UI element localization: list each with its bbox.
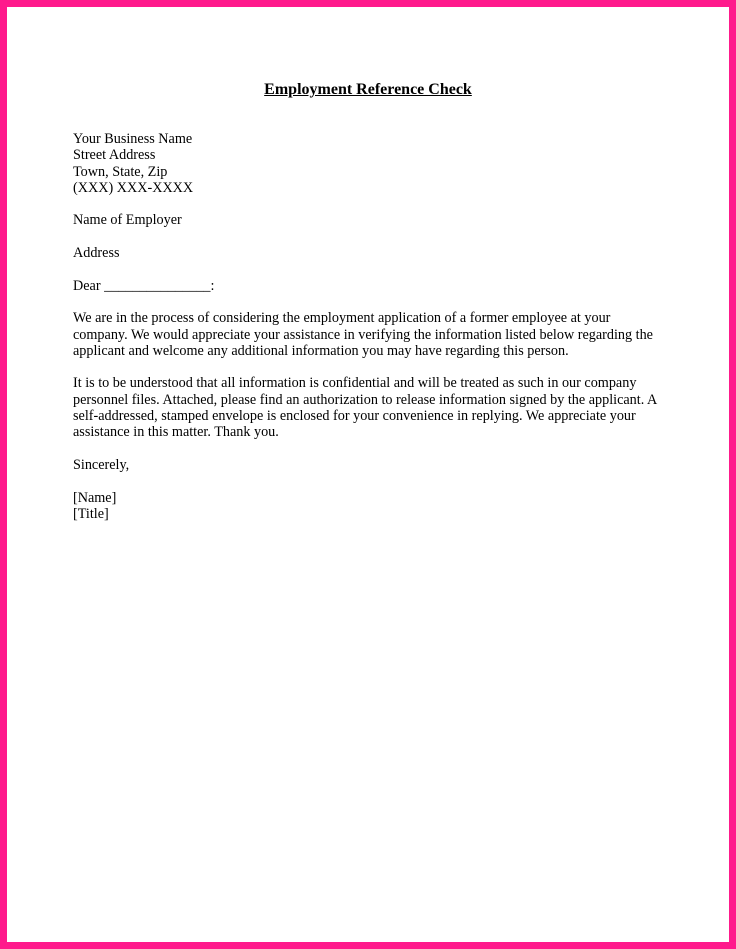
spacer [73, 261, 673, 277]
sender-street: Street Address [73, 147, 156, 164]
sender-address-block [73, 131, 673, 196]
paragraph-line: assistance in this matter. Thank you. [73, 424, 279, 441]
paragraph-line: It is to be understood that all information is confidential and will be treated as such in our company [73, 375, 637, 392]
paragraph-line: self-addressed, stamped envelope is enclosed for your convenience in replying. We appreciate your [73, 408, 636, 425]
paragraph-line: personnel files. Attached, please find an authorization to release information signed by the applicant. A [73, 391, 658, 408]
employer-name: Name of Employer [73, 212, 182, 229]
employer-address: Address [73, 245, 120, 262]
spacer [73, 229, 673, 245]
paragraph-confidentiality [73, 375, 673, 440]
spacer [73, 359, 673, 375]
signature-name: [Name] [73, 489, 117, 506]
sender-city-state-zip: Town, State, Zip [73, 163, 168, 180]
spacer [73, 294, 673, 310]
letter-body [73, 131, 673, 522]
paragraph-line: applicant and welcome any additional information you may have regarding this person. [73, 342, 569, 359]
paragraph-line: company. We would appreciate your assistance in verifying the information listed below regarding the [73, 326, 653, 343]
spacer [73, 473, 673, 489]
sender-phone: (XXX) XXX-XXXX [73, 179, 194, 196]
document-title: Employment Reference Check [264, 81, 472, 98]
sender-business-name: Your Business Name [73, 131, 193, 147]
paragraph-intro [73, 310, 673, 359]
signature-title: [Title] [73, 505, 109, 522]
closing: Sincerely, [73, 456, 130, 473]
spacer [73, 196, 673, 212]
salutation: Dear _______________: [73, 277, 215, 294]
spacer [73, 441, 673, 457]
paragraph-line: We are in the process of considering the employment application of a former employee at your [73, 310, 611, 327]
